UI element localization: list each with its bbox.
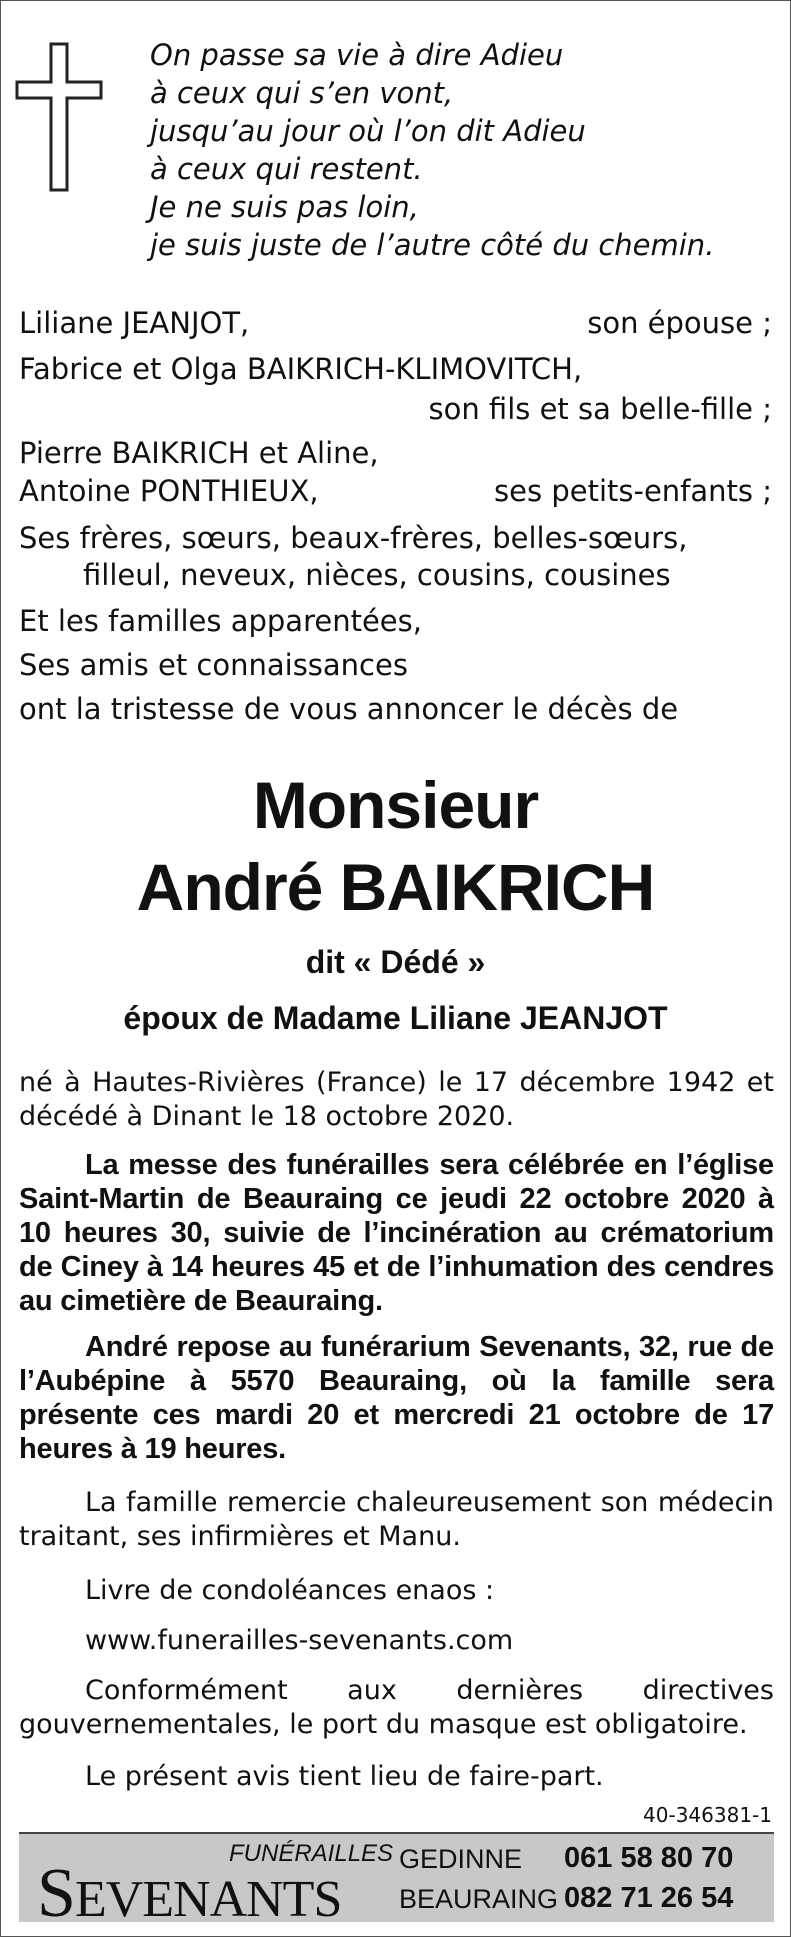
reference-number: 40-346381-1	[643, 1803, 772, 1827]
footer-city-gedinne: GEDINNE	[399, 1844, 523, 1874]
deceased-name: André BAIKRICH	[136, 850, 655, 924]
condolences-paragraph	[19, 1574, 774, 1608]
family-spouse-name: Liliane JEANJOT,	[19, 306, 250, 340]
family-grandchild-2: Antoine PONTHIEUX,	[19, 474, 319, 508]
family-siblings: Ses frères, sœurs, beaux-frères, belles-sœurs,	[19, 521, 688, 555]
footer-logo	[37, 1854, 341, 1934]
poem-line: à ceux qui restent.	[150, 152, 423, 186]
funerarium-text: André repose au funérarium Sevenants, 32, rue de l’Aubépine à 5570 Beauraing, où la famille sera présente ces mardi 20 et mercredi 21 octobre de 17 heures à 19 heures.	[19, 1331, 774, 1465]
poem	[150, 36, 714, 264]
footer-city-beauraing: BEAURAING	[399, 1884, 559, 1914]
website-link[interactable]: www.funerailles-sevenants.com	[85, 1625, 514, 1656]
family-spouse-relation: son épouse ;	[587, 306, 772, 340]
condolences-label: Livre de condoléances enaos :	[85, 1575, 495, 1606]
deceased-nickname: dit « Dédé »	[305, 944, 486, 980]
family-son-name: Fabrice et Olga BAIKRICH-KLIMOVITCH,	[19, 352, 583, 386]
family-grandchild-1: Pierre BAIKRICH et Aline,	[19, 436, 379, 470]
footer-phone-gedinne: 061 58 80 70	[564, 1842, 734, 1874]
family-son-relation: son fils et sa belle-fille ;	[428, 392, 772, 426]
deceased-spouse: époux de Madame Liliane JEANJOT	[123, 1000, 668, 1036]
website-paragraph	[19, 1624, 774, 1658]
footer-logo-initial: S	[37, 1855, 75, 1932]
poem-line: Je ne suis pas loin,	[150, 190, 419, 224]
cross-icon	[15, 42, 103, 192]
poem-line: je suis juste de l’autre côté du chemin.	[150, 228, 715, 262]
family-grandchildren-relation: ses petits-enfants ;	[494, 474, 772, 508]
notice-text: Le présent avis tient lieu de faire-part.	[85, 1761, 604, 1792]
poem-line: à ceux qui s’en vont,	[150, 76, 454, 110]
poem-line: On passe sa vie à dire Adieu	[150, 38, 564, 72]
family-cousins: filleul, neveux, nièces, cousins, cousines	[83, 558, 671, 592]
family-friends: Ses amis et connaissances	[19, 648, 408, 682]
funerarium-paragraph	[19, 1330, 774, 1466]
thanks-paragraph	[19, 1486, 774, 1554]
mask-paragraph	[19, 1674, 774, 1742]
footer-phone-beauraing: 082 71 26 54	[564, 1882, 734, 1914]
family-relatives: Et les familles apparentées,	[19, 604, 422, 638]
poem-line: jusqu’au jour où l’on dit Adieu	[150, 114, 586, 148]
funeral-mass-text: La messe des funérailles sera célébrée en l’église Saint-Martin de Beauraing ce jeudi 22 octobre 2020 à 10 heures 30, suivie de l’incinération au crématorium de Ciney à 14 heures 45 et de l’inhumation des cendres au cimetière de Beauraing.	[19, 1149, 774, 1317]
thanks-text: La famille remercie chaleureusement son médecin traitant, ses infirmières et Manu.	[19, 1487, 774, 1552]
notice-paragraph	[19, 1760, 774, 1794]
funeral-mass-paragraph	[19, 1148, 774, 1318]
birth-death-paragraph: né à Hautes-Rivières (France) le 17 décembre 1942 et décédé à Dinant le 18 octobre 2020.	[19, 1067, 774, 1132]
footer-logo-rest: EVENANTS	[74, 1871, 342, 1928]
footer-banner	[19, 1832, 774, 1932]
deceased-title: Monsieur	[252, 768, 539, 842]
mask-text: Conformément aux dernières directives gouvernementales, le port du masque est obligatoire.	[19, 1675, 774, 1740]
announcement-line: ont la tristesse de vous annoncer le décès de	[19, 692, 679, 726]
footer-funerailles: FUNÉRAILLES	[229, 1840, 394, 1867]
